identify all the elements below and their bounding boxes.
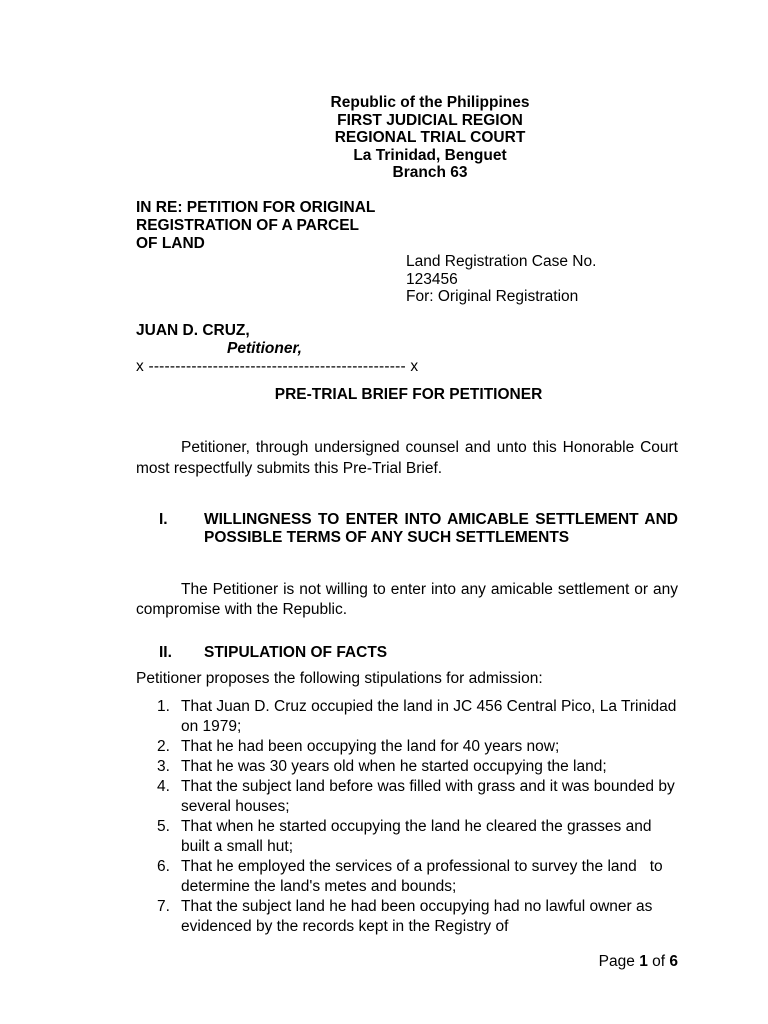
header-line-location: La Trinidad, Benguet	[353, 146, 507, 164]
stipulation-lead: Petitioner proposes the following stipulations for admission:	[136, 670, 543, 687]
list-item-number: 2.	[157, 738, 170, 755]
list-item	[136, 857, 681, 897]
list-item	[136, 897, 681, 937]
case-number-value: 123456	[406, 270, 458, 288]
section-heading-text: WILLINGNESS TO ENTER INTO AMICABLE SETTLEMENT AND POSSIBLE TERMS OF ANY SUCH SETTLEMENTS	[204, 511, 678, 546]
case-title-line: OF LAND	[136, 235, 205, 252]
case-nature: For: Original Registration	[406, 288, 579, 305]
list-item-text: That when he started occupying the land he cleared the grasses and built a small hut;	[181, 818, 652, 855]
court-header	[230, 94, 630, 182]
intro-paragraph: Petitioner, through undersigned counsel and unto this Honorable Court most respectfully submits this Pre-Trial Brief.	[136, 439, 678, 477]
list-item-number: 5.	[157, 818, 170, 835]
of-label: of	[652, 953, 666, 970]
caption-separator: x ------------------------------------------------ x	[136, 358, 419, 375]
list-item	[136, 737, 681, 757]
list-item	[136, 817, 681, 857]
list-item-number: 6.	[157, 858, 170, 875]
list-item	[136, 777, 681, 817]
list-item	[136, 757, 681, 777]
list-item-text: That he had been occupying the land for 40 years now;	[181, 738, 560, 755]
list-item-number: 3.	[157, 758, 170, 775]
case-number-label: Land Registration Case No.	[406, 253, 597, 270]
list-item-number: 7.	[157, 898, 170, 915]
document-title: PRE-TRIAL BRIEF FOR PETITIONER	[274, 386, 543, 403]
section-heading-text: STIPULATION OF FACTS	[204, 644, 388, 661]
header-line-branch: Branch 63	[392, 164, 468, 181]
case-title-line: IN RE: PETITION FOR ORIGINAL	[136, 199, 376, 216]
list-item-text: That Juan D. Cruz occupied the land in JC 456 Central Pico, La Trinidad on 1979;	[181, 698, 677, 735]
case-title	[136, 199, 375, 253]
section-number: I.	[159, 511, 168, 528]
section-heading	[136, 511, 678, 567]
current-page: 1	[639, 953, 648, 970]
list-item-text: That the subject land before was filled with grass and it was bounded by several houses;	[181, 778, 675, 815]
stipulation-list	[136, 697, 681, 937]
header-line-court: REGIONAL TRIAL COURT	[334, 129, 526, 146]
list-item-text: That the subject land he had been occupying had no lawful owner as evidenced by the records kept in the Registry of	[181, 898, 653, 935]
party-name: JUAN D. CRUZ,	[136, 322, 250, 339]
page-number	[599, 953, 678, 971]
section-body: The Petitioner is not willing to enter into any amicable settlement or any compromise with the Republic.	[136, 581, 678, 618]
header-line-republic: Republic of the Philippines	[330, 94, 530, 111]
list-item	[136, 697, 681, 737]
list-item-number: 4.	[157, 778, 170, 795]
list-item-number: 1.	[157, 698, 170, 715]
party-role: Petitioner,	[227, 340, 302, 357]
total-pages: 6	[669, 953, 678, 970]
case-title-line: REGISTRATION OF A PARCEL	[136, 217, 360, 234]
section-heading	[136, 644, 678, 664]
list-item-text: That he was 30 years old when he started occupying the land;	[181, 758, 607, 775]
header-line-region: FIRST JUDICIAL REGION	[337, 111, 523, 129]
page-label: Page	[598, 953, 635, 970]
section-number: II.	[159, 644, 172, 661]
list-item-text: That he employed the services of a professional to survey the land to determine the land's metes and bounds;	[181, 858, 667, 895]
case-number-block	[406, 253, 596, 306]
